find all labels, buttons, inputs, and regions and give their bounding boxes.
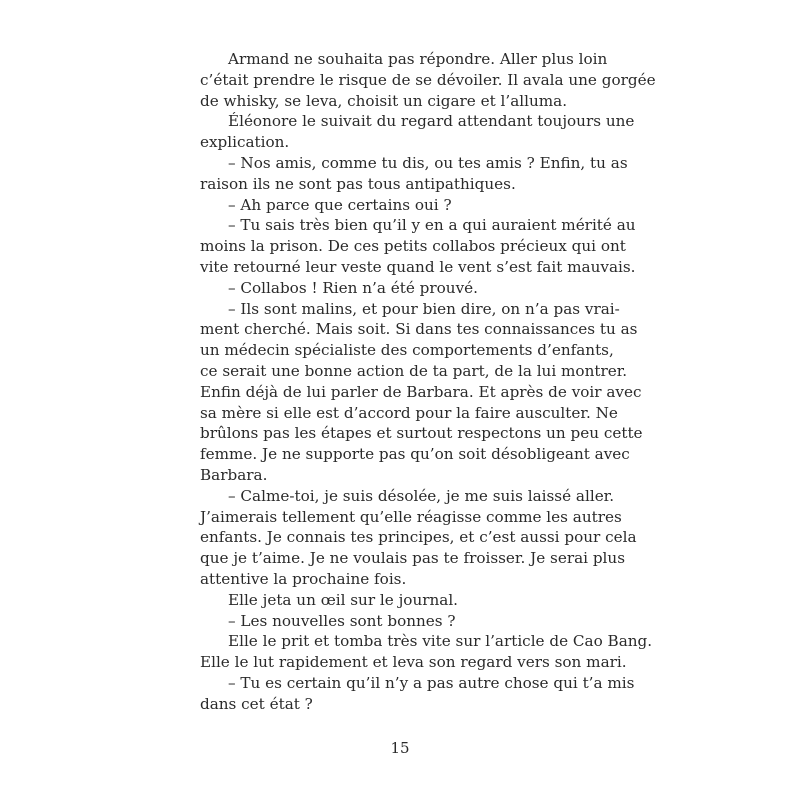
text-line: dans cet état ? bbox=[200, 694, 313, 713]
text-line: – Ils sont malins, et pour bien dire, on n’a pas vrai- bbox=[228, 299, 620, 318]
text-line: de whisky, se leva, choisit un cigare et l’alluma. bbox=[200, 91, 568, 110]
text-line: un médecin spécialiste des comportements d’enfants, bbox=[200, 341, 614, 360]
text-line: explication. bbox=[200, 133, 290, 152]
text-line: Elle le prit et tomba très vite sur l’article de Cao Bang. bbox=[228, 632, 653, 651]
text-line: Armand ne souhaita pas répondre. Aller plus loin bbox=[228, 50, 608, 68]
text-line: raison ils ne sont pas tous antipathiques. bbox=[200, 174, 516, 193]
text-line: – Collabos ! Rien n’a été prouvé. bbox=[228, 278, 478, 297]
text-line: ment cherché. Mais soit. Si dans tes connaissances tu as bbox=[200, 320, 638, 339]
text-line: brûlons pas les étapes et surtout respectons un peu cette bbox=[200, 424, 643, 443]
text-line: enfants. Je connais tes principes, et c’est aussi pour cela bbox=[200, 528, 637, 547]
text-line: Elle le lut rapidement et leva son regard vers son mari. bbox=[200, 653, 627, 672]
page-number: 15 bbox=[390, 739, 410, 757]
text-line: – Tu sais très bien qu’il y en a qui auraient mérité au bbox=[228, 216, 636, 235]
text-line: que je t’aime. Je ne voulais pas te froisser. Je serai plus bbox=[200, 549, 625, 568]
text-line: c’était prendre le risque de se dévoiler. Il avala une gorgée bbox=[200, 70, 656, 89]
text-line: – Ah parce que certains oui ? bbox=[228, 195, 452, 214]
body-text bbox=[200, 49, 656, 715]
text-line: Enfin déjà de lui parler de Barbara. Et après de voir avec bbox=[200, 382, 642, 401]
text-line: vite retourné leur veste quand le vent s’est fait mauvais. bbox=[200, 257, 636, 276]
text-line: attentive la prochaine fois. bbox=[200, 569, 407, 588]
text-line: Barbara. bbox=[200, 465, 268, 484]
text-line: – Nos amis, comme tu dis, ou tes amis ? Enfin, tu as bbox=[228, 153, 628, 172]
text-line: Éléonore le suivait du regard attendant toujours une bbox=[228, 112, 635, 131]
text-line: J’aimerais tellement qu’elle réagisse comme les autres bbox=[200, 507, 622, 526]
text-line: sa mère si elle est d’accord pour la faire ausculter. Ne bbox=[200, 403, 618, 422]
text-line: – Tu es certain qu’il n’y a pas autre chose qui t’a mis bbox=[228, 673, 635, 692]
text-line: ce serait une bonne action de ta part, de la lui montrer. bbox=[200, 361, 628, 380]
text-line: femme. Je ne supporte pas qu’on soit désobligeant avec bbox=[200, 445, 630, 464]
text-line: – Calme-toi, je suis désolée, je me suis laissé aller. bbox=[228, 486, 615, 505]
text-line: Elle jeta un œil sur le journal. bbox=[228, 590, 459, 609]
text-line: moins la prison. De ces petits collabos précieux qui ont bbox=[200, 237, 626, 256]
text-line: – Les nouvelles sont bonnes ? bbox=[228, 611, 456, 630]
